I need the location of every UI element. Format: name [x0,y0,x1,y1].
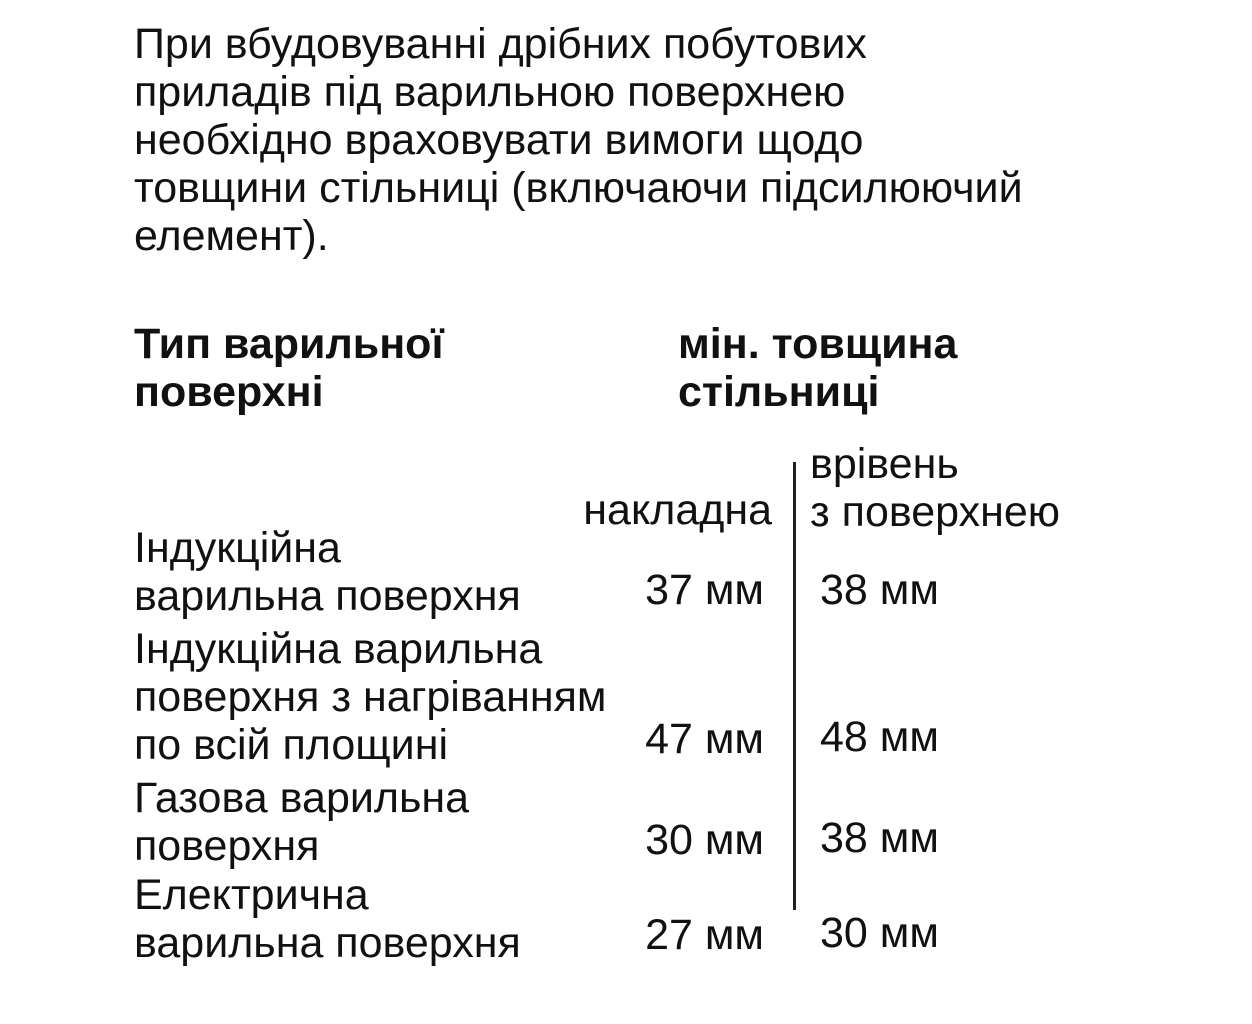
column-header-line: Тип варильної [134,320,444,368]
column-divider [793,462,796,910]
row-hob-name-line: Електрична [134,871,369,919]
row-hob-name [134,871,521,967]
intro-line: елемент). [134,212,329,260]
row-hob-name-line: Газова варильна [134,774,470,822]
row-hob-name-line: поверхня з нагріванням [134,673,607,721]
subheader-line: з поверхнею [810,488,1060,536]
row-hob-name [134,524,521,620]
intro-line: приладів під варильною поверхнею [134,68,846,116]
column-header-min-thickness [678,320,957,416]
row-overlay-value: 47 мм [645,715,764,763]
intro-line: товщини стільниці (включаючи підсилюючий [134,164,1023,212]
subheader-flush [810,440,1060,536]
row-hob-name [134,625,606,769]
row-hob-name-line: по всій площині [134,721,448,769]
row-flush-value: 38 мм [820,566,939,614]
row-overlay-value: 27 мм [645,911,764,959]
column-header-hob-type [134,320,444,416]
row-overlay-value: 37 мм [645,566,764,614]
intro-line: необхідно враховувати вимоги щодо [134,116,864,164]
subheader-overlay [583,486,772,534]
row-flush-value: 48 мм [820,713,939,761]
row-hob-name-line: варильна поверхня [134,919,521,967]
column-header-line: мін. товщина [678,320,958,368]
intro-paragraph [134,20,1224,260]
row-hob-name-line: Індукційна варильна [134,625,543,673]
row-hob-name [134,774,469,870]
row-overlay-value: 30 мм [645,816,764,864]
subheader-line: накладна [583,486,772,534]
intro-line: При вбудовуванні дрібних побутових [134,20,867,68]
column-header-line: стільниці [678,368,880,416]
column-header-line: поверхні [134,368,324,416]
row-hob-name-line: варильна поверхня [134,572,521,620]
row-flush-value: 38 мм [820,814,939,862]
row-flush-value: 30 мм [820,909,939,957]
row-hob-name-line: поверхня [134,822,320,870]
row-hob-name-line: Індукційна [134,524,341,572]
subheader-line: врівень [810,440,959,488]
